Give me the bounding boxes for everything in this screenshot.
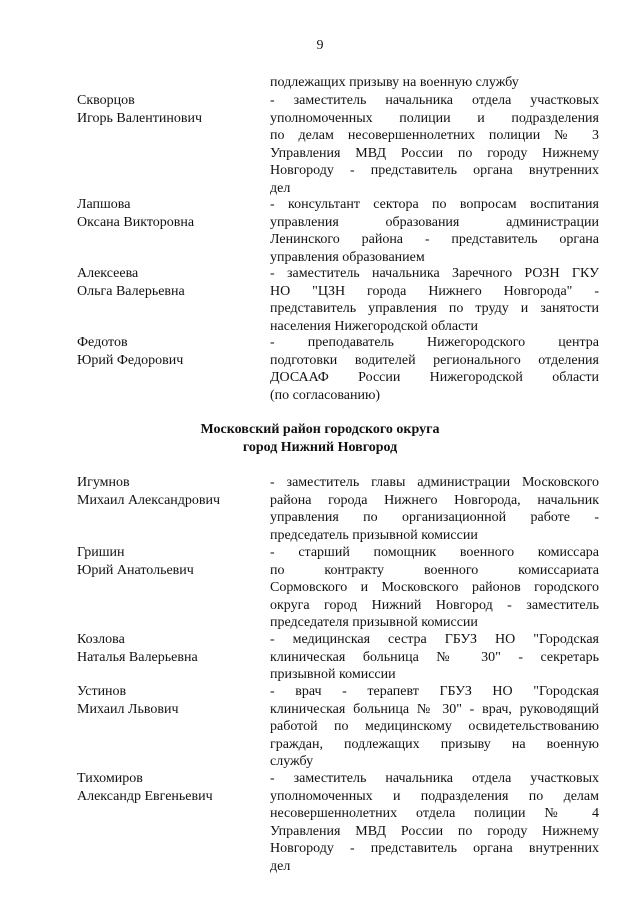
desc-line: призывной комиссии <box>270 667 396 682</box>
member-surname: Лапшова <box>77 197 131 212</box>
desc-line: округа город Нижний Новгород - заместитель <box>270 597 599 613</box>
desc-line: - заместитель начальника отдела участковых <box>270 93 599 108</box>
desc-line: клиническая больница № 30" - секретарь <box>270 649 599 665</box>
desc-line: подготовки водителей регионального отделения <box>270 352 599 368</box>
member-name <box>77 92 257 127</box>
member-position <box>270 474 599 544</box>
section-heading-line: город Нижний Новгород <box>242 439 398 455</box>
desc-line: Новгороду - представитель органа внутренних <box>270 163 599 178</box>
member-name <box>77 770 257 805</box>
desc-line: управления образованием <box>270 249 425 265</box>
desc-line: представитель управления по труду и занятости <box>270 301 599 316</box>
member-surname: Алексеева <box>77 266 139 281</box>
desc-line: уполномоченных и подразделения по делам <box>270 788 599 804</box>
member-given-names: Оксана Викторовна <box>77 214 195 230</box>
member-name <box>77 683 257 718</box>
member-given-names: Юрий Федорович <box>77 352 184 368</box>
member-position <box>270 265 599 335</box>
desc-line: работой по медицинскому освидетельствованию <box>270 719 599 734</box>
member-position <box>270 92 599 197</box>
desc-line: - врач - терапевт ГБУЗ НО "Городская <box>270 684 599 699</box>
member-name <box>77 196 257 231</box>
desc-line: по контракту военного комиссариата <box>270 562 599 578</box>
section-heading <box>0 421 640 456</box>
desc-line: дел <box>270 858 291 874</box>
section-heading-line: Московский район городского округа <box>200 422 440 437</box>
desc-line: Управления МВД России по городу Нижнему <box>270 823 599 839</box>
desc-line: района города Нижнего Новгорода, начальник <box>270 492 599 508</box>
desc-line: - старший помощник военного комиссара <box>270 545 599 560</box>
desc-line: - преподаватель Нижегородского центра <box>270 335 599 350</box>
member-given-names: Михаил Александрович <box>77 492 221 508</box>
desc-line: - консультант сектора по вопросам воспитания <box>270 197 599 212</box>
member-position <box>270 683 599 771</box>
desc-line: Сормовского и Московского районов городского <box>270 580 599 595</box>
desc-line: службу <box>270 754 314 769</box>
member-name <box>77 544 257 579</box>
member-position <box>270 544 599 632</box>
desc-line: председатель призывной комиссии <box>270 527 478 543</box>
desc-line: - заместитель начальника Заречного РОЗН ГКУ <box>270 266 599 281</box>
desc-line: Новгороду - представитель органа внутренних <box>270 841 599 856</box>
member-name <box>77 631 257 666</box>
desc-line: ДОСААФ России Нижегородской области <box>270 370 599 385</box>
desc-line: (по согласованию) <box>270 387 381 403</box>
desc-line: - заместитель главы администрации Московского <box>270 475 599 490</box>
desc-line: населения Нижегородской области <box>270 318 478 334</box>
member-surname: Гришин <box>77 545 125 560</box>
desc-line: председателя призывной комиссии <box>270 615 478 630</box>
member-position <box>270 196 599 266</box>
member-name <box>77 265 257 300</box>
desc-line: - заместитель начальника отдела участковых <box>270 771 599 786</box>
member-position <box>270 631 599 684</box>
member-given-names: Михаил Львович <box>77 701 179 717</box>
member-given-names: Наталья Валерьевна <box>77 649 198 665</box>
member-surname: Тихомиров <box>77 771 143 786</box>
desc-line: подлежащих призыву на военную службу <box>270 75 519 90</box>
member-given-names: Игорь Валентинович <box>77 110 203 126</box>
member-given-names: Ольга Валерьевна <box>77 283 185 299</box>
desc-line: несовершеннолетних отдела полиции № 4 <box>270 806 599 821</box>
desc-line: управления по организационной работе - <box>270 510 599 525</box>
desc-line: граждан, подлежащих призыву на военную <box>270 736 599 752</box>
member-position <box>270 770 599 875</box>
desc-line: управления образования администрации <box>270 214 599 230</box>
member-surname: Козлова <box>77 632 125 647</box>
desc-line: по делам несовершеннолетних полиции № 3 <box>270 128 599 143</box>
member-given-names: Александр Евгеньевич <box>77 788 213 804</box>
member-position <box>270 334 599 404</box>
desc-line: дел <box>270 180 291 196</box>
desc-line: уполномоченных полиции и подразделения <box>270 110 599 126</box>
member-surname: Устинов <box>77 684 127 699</box>
member-surname: Федотов <box>77 335 128 350</box>
desc-line: Ленинского района - представитель органа <box>270 232 599 247</box>
desc-line: Управления МВД России по городу Нижнему <box>270 145 599 161</box>
member-surname: Скворцов <box>77 93 135 108</box>
page-number: 9 <box>316 38 324 53</box>
continuation-text <box>270 74 599 92</box>
member-name <box>77 474 257 509</box>
desc-line: НО "ЦЗН города Нижнего Новгорода" - <box>270 283 599 299</box>
desc-line: клиническая больница № 30" - врач, руководящий <box>270 701 599 717</box>
member-name <box>77 334 257 369</box>
member-given-names: Юрий Анатольевич <box>77 562 194 578</box>
desc-line: - медицинская сестра ГБУЗ НО "Городская <box>270 632 599 647</box>
member-surname: Игумнов <box>77 475 130 490</box>
